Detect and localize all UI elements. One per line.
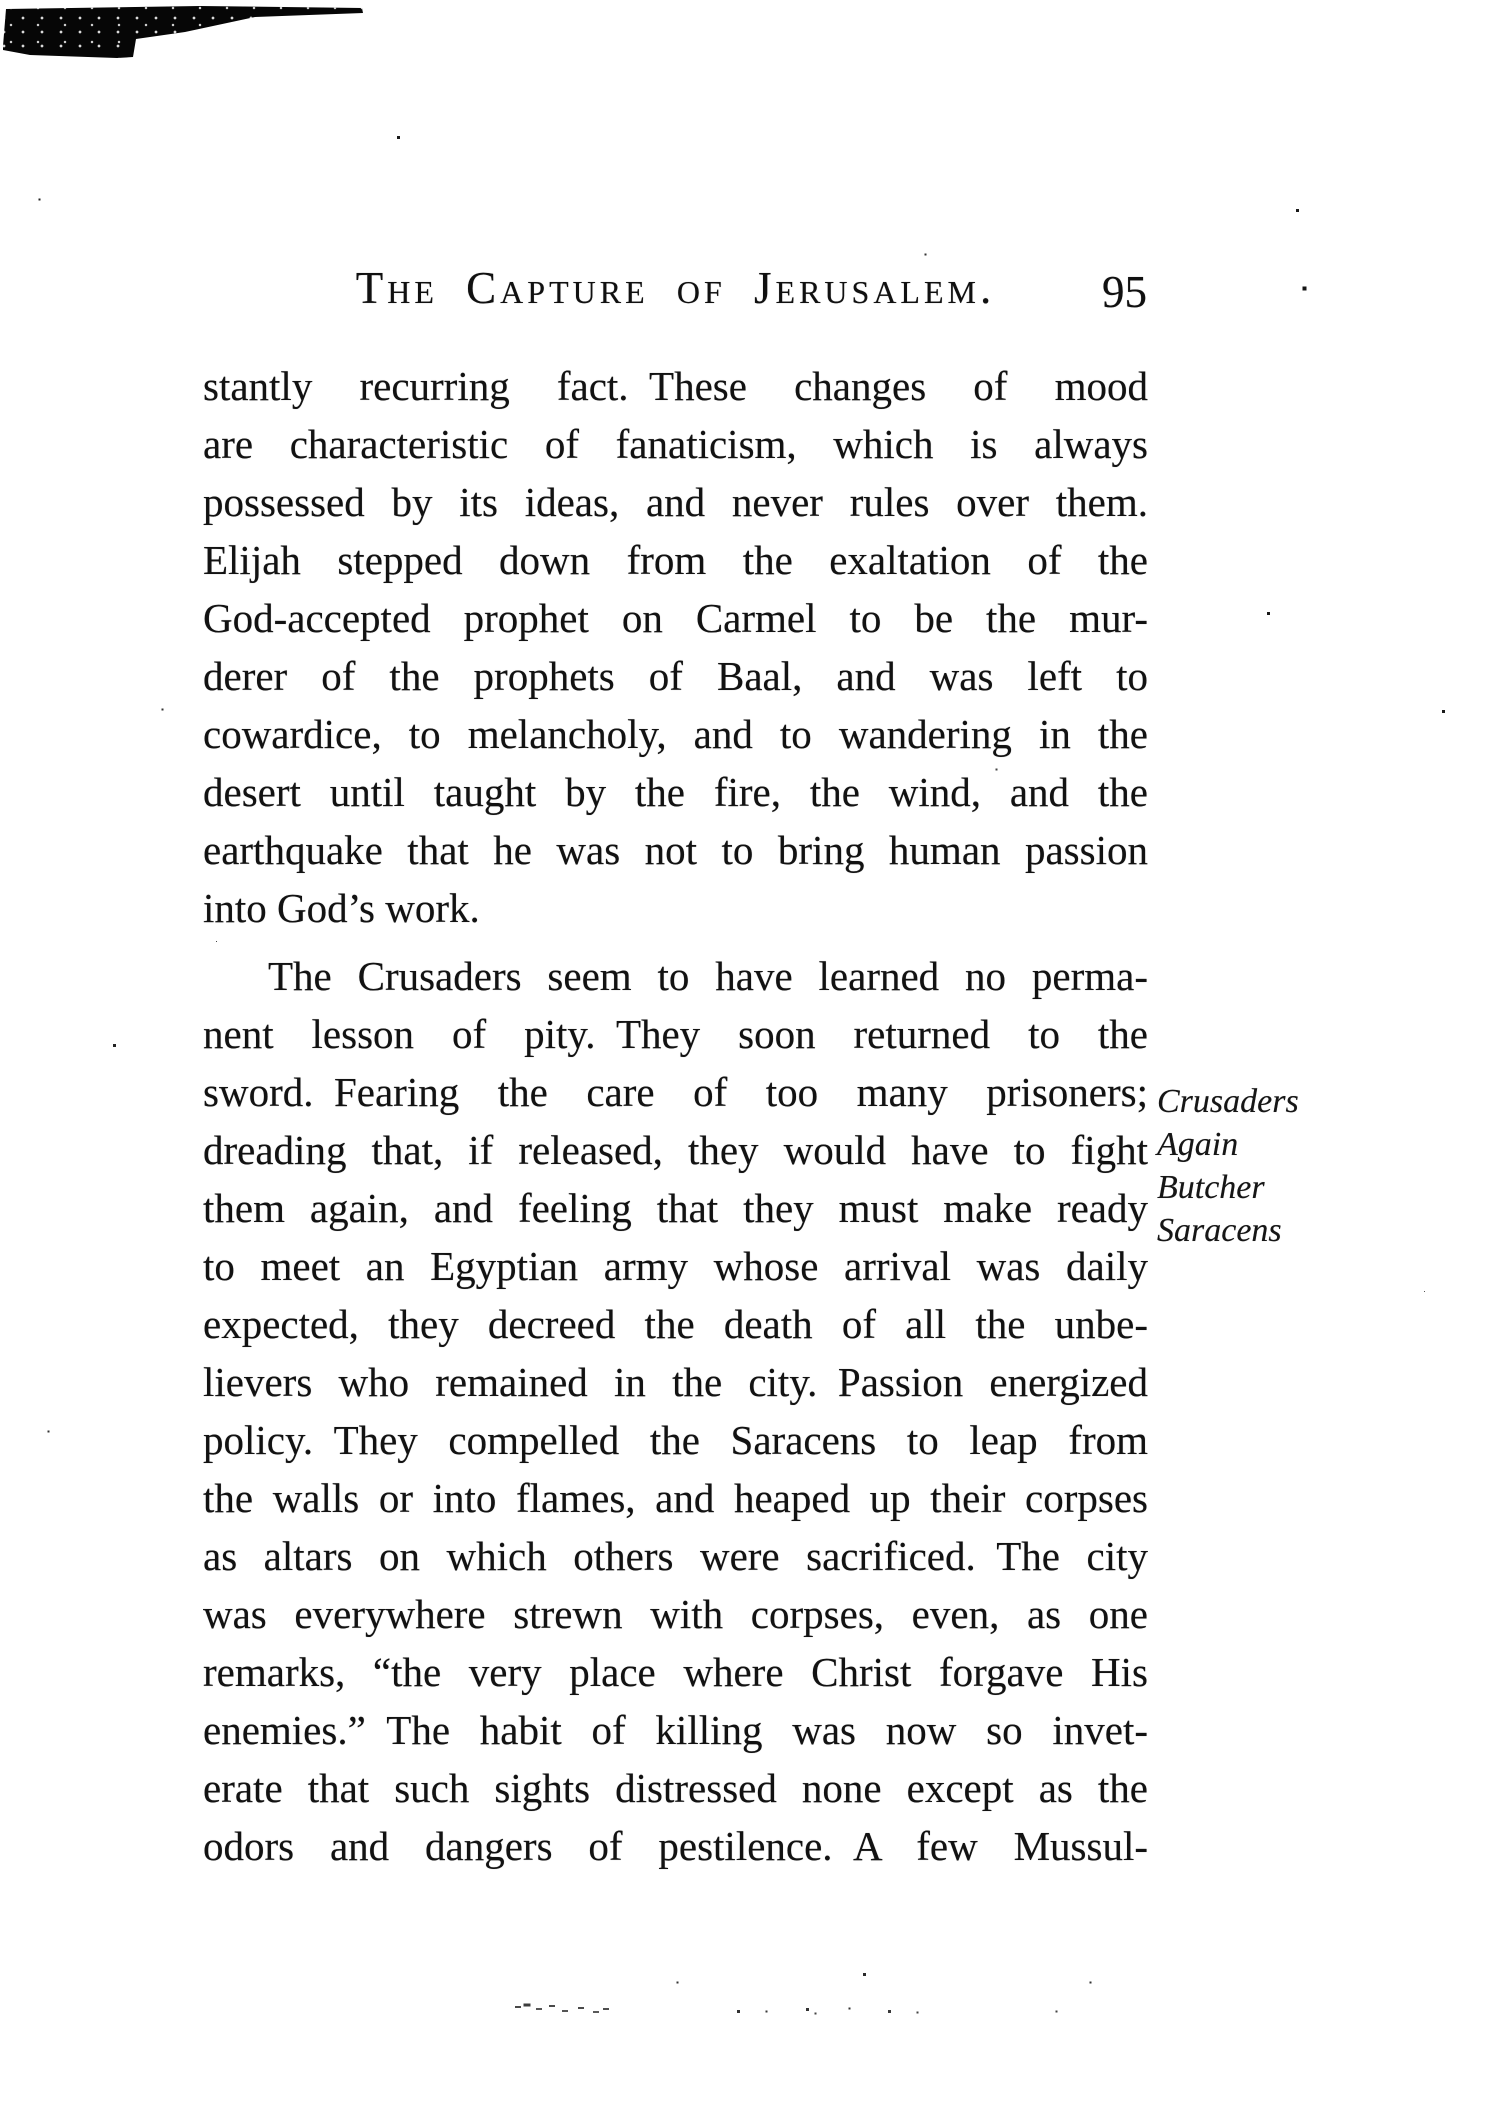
text-line: cowardice, to melancholy, and to wandering in the bbox=[203, 711, 1148, 757]
text-line: as altars on which others were sacrificed. The city bbox=[203, 1533, 1148, 1579]
text-line: lievers who remained in the city. Passion energized bbox=[203, 1359, 1148, 1405]
text-line: earthquake that he was not to bring human passion bbox=[203, 827, 1148, 873]
page-number: 95 bbox=[1102, 267, 1147, 317]
body-text bbox=[203, 357, 1148, 1875]
paragraph-1 bbox=[203, 357, 1148, 937]
paragraph-2 bbox=[203, 947, 1148, 1875]
text-line: the walls or into flames, and heaped up their corpses bbox=[203, 1475, 1148, 1521]
text-line: sword. Fearing the care of too many prisoners; bbox=[203, 1069, 1148, 1115]
text-line: enemies.” The habit of killing was now so invet- bbox=[203, 1707, 1148, 1753]
margin-note-line: Crusaders bbox=[1157, 1083, 1299, 1120]
text-line: them again, and feeling that they must make ready bbox=[203, 1185, 1148, 1231]
text-line: desert until taught by the fire, the wind, and the bbox=[203, 769, 1148, 815]
text-line: dreading that, if released, they would have to fight bbox=[203, 1127, 1148, 1173]
text-line: into God’s work. bbox=[203, 885, 480, 931]
running-title: The Capture of Jerusalem. bbox=[355, 263, 996, 313]
text-line: odors and dangers of pestilence. A few Mussul- bbox=[203, 1823, 1148, 1869]
margin-note-line: Again bbox=[1157, 1126, 1239, 1163]
text-line: expected, they decreed the death of all the unbe- bbox=[203, 1301, 1148, 1347]
scan-scribble-marks bbox=[0, 0, 6, 2]
text-line: to meet an Egyptian army whose arrival was daily bbox=[203, 1243, 1148, 1289]
text-line: The Crusaders seem to have learned no perma- bbox=[268, 953, 1148, 999]
text-line: was everywhere strewn with corpses, even, as one bbox=[203, 1591, 1148, 1637]
scan-artifact-top-left bbox=[0, 0, 366, 62]
text-line: stantly recurring fact. These changes of mood bbox=[203, 363, 1148, 409]
text-line: are characteristic of fanaticism, which is always bbox=[203, 421, 1148, 467]
text-line: erate that such sights distressed none except as the bbox=[203, 1765, 1148, 1811]
text-line: derer of the prophets of Baal, and was left to bbox=[203, 653, 1148, 699]
text-line: remarks, “the very place where Christ forgave His bbox=[203, 1649, 1148, 1695]
margin-note-line: Butcher bbox=[1157, 1169, 1265, 1206]
text-line: possessed by its ideas, and never rules over them. bbox=[203, 479, 1148, 525]
text-line: God-accepted prophet on Carmel to be the mur- bbox=[203, 595, 1148, 641]
text-line: nent lesson of pity. They soon returned to the bbox=[203, 1011, 1148, 1057]
text-line: policy. They compelled the Saracens to leap from bbox=[203, 1417, 1148, 1463]
margin-note bbox=[1157, 1080, 1387, 1252]
margin-note-line: Saracens bbox=[1157, 1212, 1282, 1249]
text-line: Elijah stepped down from the exaltation of the bbox=[203, 537, 1148, 583]
